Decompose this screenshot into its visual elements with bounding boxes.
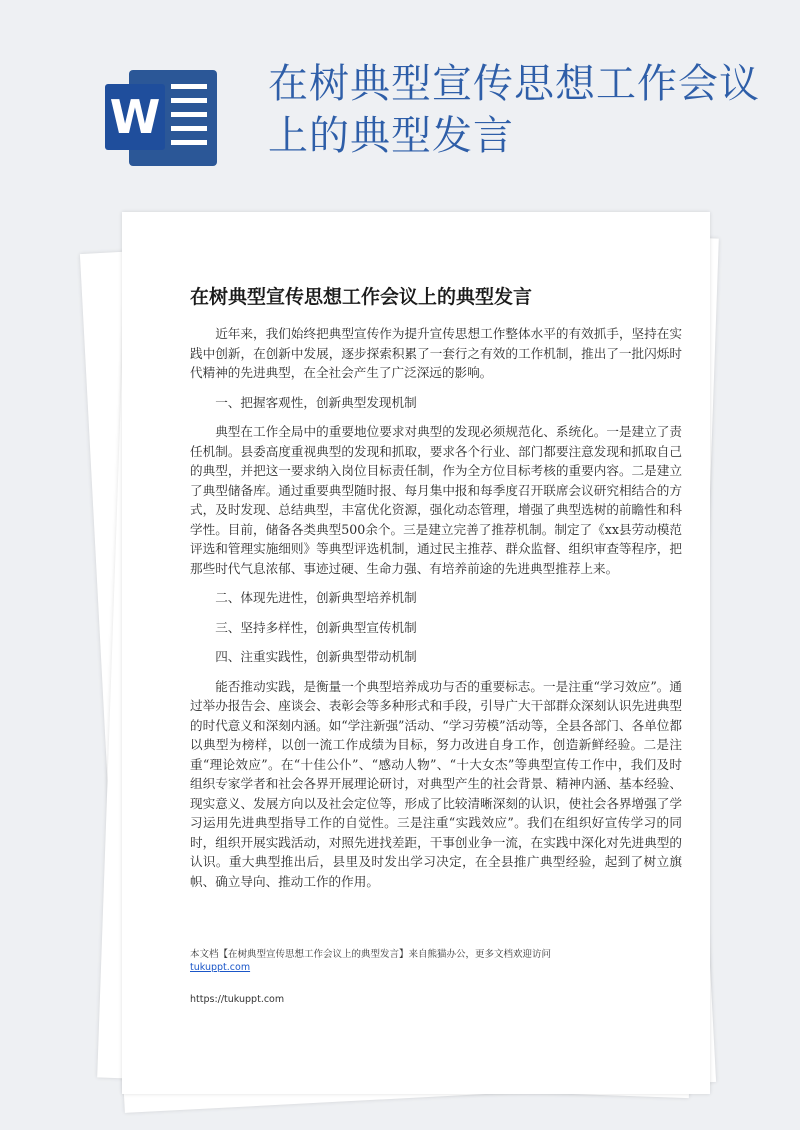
word-letter-badge: W	[105, 84, 165, 150]
source-link[interactable]: tukuppt.com	[190, 962, 251, 973]
section-heading-4: 四、注重实践性，创新典型带动机制	[215, 649, 417, 664]
source-note	[190, 948, 690, 974]
banner-title: 在树典型宣传思想工作会议上的典型发言	[268, 61, 760, 159]
source-note-text: 本文档【在树典型宣传思想工作会议上的典型发言】来自熊猫办公，更多文档欢迎访问	[190, 949, 552, 960]
document-body	[190, 324, 682, 901]
section-heading-1: 一、把握客观性，创新典型发现机制	[215, 394, 417, 410]
section-heading-2: 二、体现先进性，创新典型培养机制	[215, 590, 417, 605]
paragraph-intro: 近年来，我们始终把典型宣传作为提升宣传思想工作整体水平的有效抓手，坚持在实践中创新，在创新中发展，逐步探索积累了一套行之有效的工作机制，推出了一批闪烁时代精神的先进典型，在全社会产生了广泛深远的影响。	[190, 326, 682, 380]
document-title: 在树典型宣传思想工作会议上的典型发言	[190, 286, 533, 308]
paragraph-section-4: 能否推动实践，是衡量一个典型培养成功与否的重要标志。一是注重“学习效应”。通过举办报告会、座谈会、表彰会等多种形式和手段，引导广大干部群众深刻认识先进典型的时代意义和深刻内涵。如“学注新强”活动、“学习劳模”活动等，全县各部门、各单位都以典型为榜样，以创一流工作成绩为目标，努力改进自身工作，创造新鲜经验。二是注重“理论效应”。在“十佳公仆”、“感动人物”、“十大女杰”等典型宣传工作中，我们及时组织专家学者和社会各界开展理论研讨，对典型产生的社会背景、精神内涵、基本经验、现实意义、发展方向以及社会定位等，形成了比较清晰深刻的认识，使社会各界增强了学习运用先进典型指导工作的自觉性。三是注重“实践效应”。我们在组织好宣传学习的同时，组织开展实践活动，对照先进找差距，干事创业争一流，在实践中深化对先进典型的认识。重大典型推出后，县里及时发出学习决定，在全县推广典型经验，起到了树立旗帜、确立导向、推动工作的作用。	[190, 678, 682, 889]
paragraph-section-1: 典型在工作全局中的重要地位要求对典型的发现必须规范化、系统化。一是建立了责任机制。县委高度重视典型的发现和抓取，要求各个行业、部门都要注意发现和抓取自己的典型，并把这一要求纳入岗位目标责任制，作为全方位目标考核的重要内容。二是建立了典型储备库。通过重要典型随时报、每月集中报和每季度召开联席会议研究相结合的方式，及时发现、总结典型，丰富优化资源，强化动态管理，增强了典型选树的前瞻性和科学性。目前，储备各类典型500余个。三是建立完善了推荐机制。制定了《xx县劳动模范评选和管理实施细则》等典型评选机制，通过民主推荐、群众监督、组织审查等程序，把那些时代气息浓郁、事迹过硬、生命力强、有培养前途的先进典型推荐上来。	[190, 424, 682, 576]
document-page	[122, 212, 710, 1094]
footer-url[interactable]: https://tukuppt.com	[190, 994, 285, 1005]
word-document-icon	[105, 62, 220, 172]
banner	[0, 0, 800, 200]
section-heading-3: 三、坚持多样性，创新典型宣传机制	[215, 619, 417, 635]
